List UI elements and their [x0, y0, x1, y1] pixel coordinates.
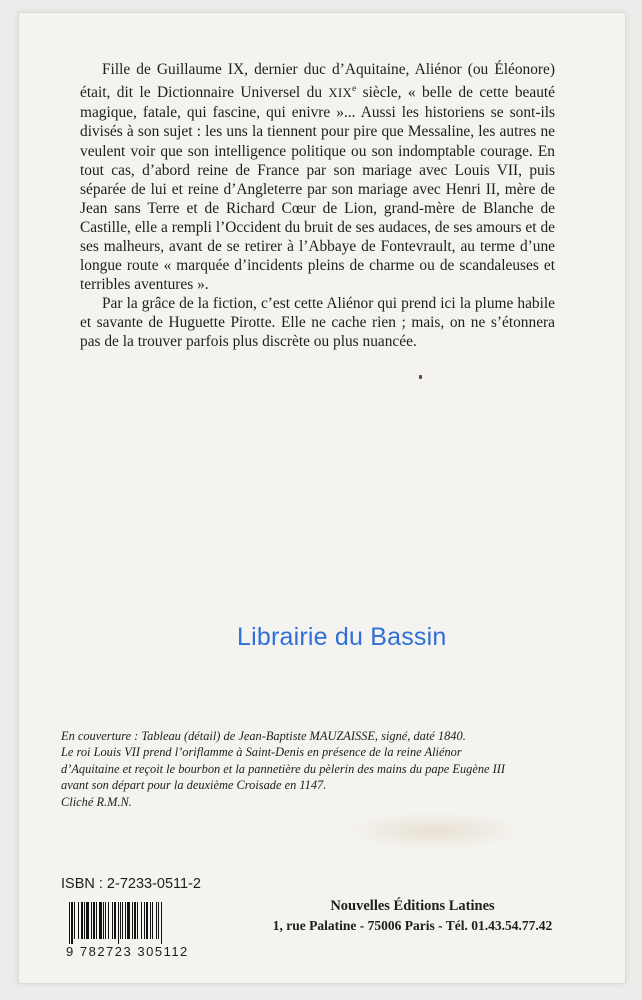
- publisher-name: Nouvelles Éditions Latines: [330, 898, 495, 914]
- barcode-bar: [93, 902, 95, 939]
- isbn-label: ISBN : 2-7233-0511-2: [61, 876, 201, 892]
- barcode-bar: [114, 902, 116, 939]
- credit-line: Cliché R.M.N.: [61, 794, 132, 809]
- barcode-bar: [118, 902, 119, 944]
- barcode-bar: [127, 902, 130, 939]
- barcode-bar: [146, 902, 148, 939]
- barcode-bar: [141, 902, 142, 939]
- back-cover-blurb: [80, 60, 555, 352]
- barcode: [66, 902, 216, 959]
- barcode-bar: [91, 902, 92, 939]
- barcode-bar: [158, 902, 159, 939]
- bookseller-watermark: Librairie du Bassin: [237, 623, 447, 651]
- barcode-bar: [81, 902, 83, 939]
- blurb-paragraph-1: Fille de Guillaume IX, dernier duc d’Aquitaine, Aliénor (ou Éléonore) était, dit le Dictionnaire Universel du XIXe siècle, « belle de cette beauté magique, fatale, qui fascine, qui enivre »... Aussi les historiens se sont-ils divisés à son sujet : les uns la tiennent pour pire que Messaline, les autres ne veulent voir que son intelligence politique ou son indomptable courage. En tout cas, d’abord reine de France par son mariage avec Louis VII, puis séparée de lui et reine d’Angleterre par son mariage avec Henri II, mère de Jean sans Terre et de Richard Cœur de Lion, grand-mère de Blanche de Castille, elle a rempli l’Occident du bruit de ses audaces, de ses amours et de ses malheurs, avant de se retirer à l’Abbaye de Fontevrault, au terme d’une longue route « marquée d’incidents pleins de charme ou de scandaleuses et terribles aventures ».: [80, 61, 555, 294]
- barcode-bar: [105, 902, 106, 939]
- barcode-bar: [108, 902, 109, 939]
- barcode-bar: [99, 902, 102, 939]
- barcode-bars: [66, 902, 211, 944]
- barcode-bar: [134, 902, 136, 939]
- barcode-bar: [152, 902, 153, 939]
- barcode-bar: [144, 902, 145, 939]
- ink-speck: [419, 375, 422, 379]
- barcode-bar: [125, 902, 126, 939]
- barcode-bar: [74, 902, 75, 939]
- barcode-bar: [132, 902, 133, 939]
- publisher-address: 1, rue Palatine - 75006 Paris - Tél. 01.43.54.77.42: [272, 918, 553, 933]
- barcode-bar: [156, 902, 157, 939]
- publisher-block: [240, 898, 585, 934]
- paper-stain: [345, 812, 525, 850]
- cover-credit: [61, 728, 581, 810]
- credit-line: d’Aquitaine et reçoit le bourbon et la pannetière du pèlerin des mains du pape Eugène III: [61, 761, 506, 776]
- century-numeral: XIX: [328, 86, 353, 101]
- barcode-bar: [96, 902, 97, 939]
- barcode-bar: [161, 902, 162, 944]
- credit-line: En couverture : Tableau (détail) de Jean-Baptiste MAUZAISSE, signé, daté 1840.: [61, 729, 466, 743]
- credit-line: avant son départ pour la deuxième Croisade en 1147.: [61, 778, 327, 793]
- credit-line: Le roi Louis VII prend l’oriflamme à Saint-Denis en présence de la reine Aliénor: [61, 745, 462, 760]
- barcode-bar: [86, 902, 89, 939]
- barcode-bar: [122, 902, 123, 939]
- barcode-bar: [69, 902, 70, 944]
- barcode-bar: [150, 902, 151, 939]
- barcode-bar: [84, 902, 85, 939]
- barcode-bar: [78, 902, 79, 939]
- blurb-paragraph-2: Par la grâce de la fiction, c’est cette Aliénor qui prend ici la plume habile et savante de Huguette Pirotte. Elle ne cache rien ; mais, on ne s’étonnera pas de la trouver parfois plus discrète ou plus nuancée.: [80, 295, 555, 351]
- barcode-bar: [112, 902, 113, 939]
- barcode-bar: [71, 902, 73, 944]
- barcode-number: 9 782723 305112: [66, 944, 189, 959]
- barcode-bar: [103, 902, 104, 939]
- barcode-bar: [137, 902, 138, 939]
- barcode-bar: [120, 902, 121, 939]
